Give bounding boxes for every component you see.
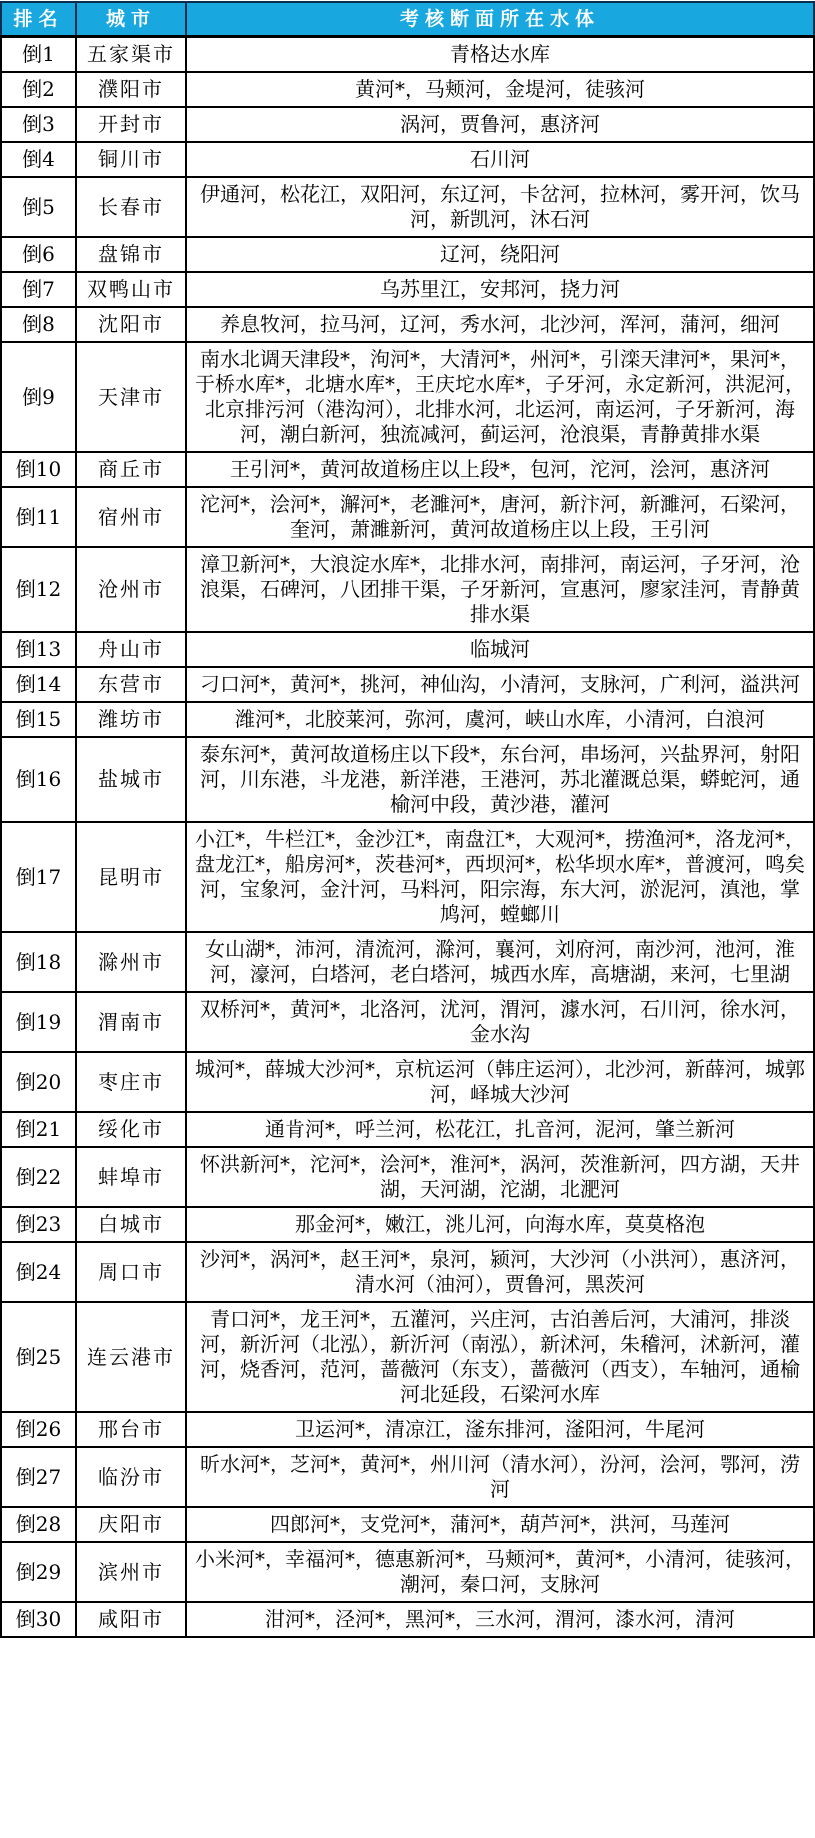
city-cell: 沧州市: [76, 547, 186, 632]
waters-cell: 沙河*，涡河*，赵王河*，泉河，颍河，大沙河（小洪河），惠济河，清水河（油河），贾鲁河，黑茨河: [186, 1242, 814, 1302]
waters-cell: 临城河: [186, 632, 814, 667]
waters-cell: 泰东河*，黄河故道杨庄以下段*，东台河，串场河，兴盐界河，射阳河，川东港，斗龙港，新洋港，王港河，苏北灌溉总渠，蟒蛇河，通榆河中段，黄沙港，灌河: [186, 737, 814, 822]
waters-cell: 昕水河*，芝河*，黄河*，州川河（清水河），汾河，浍河，鄂河，涝河: [186, 1447, 814, 1507]
rank-cell: 倒14: [1, 667, 76, 702]
waters-cell: 卫运河*，清凉江，滏东排河，滏阳河，牛尾河: [186, 1412, 814, 1447]
table-row: [1, 142, 814, 177]
table-row: [1, 37, 814, 73]
waters-cell: 伊通河，松花江，双阳河，东辽河，卡岔河，拉林河，雾开河，饮马河，新凯河，沐石河: [186, 177, 814, 237]
rank-cell: 倒29: [1, 1542, 76, 1602]
city-cell: 昆明市: [76, 822, 186, 932]
table-row: [1, 667, 814, 702]
rank-cell: 倒7: [1, 272, 76, 307]
rank-cell: 倒3: [1, 107, 76, 142]
waters-cell: 那金河*，嫩江，洮儿河，向海水库，莫莫格泡: [186, 1207, 814, 1242]
table-row: [1, 822, 814, 932]
waters-cell: 青口河*，龙王河*，五灌河，兴庄河，古泊善后河，大浦河，排淡河，新沂河（北泓），新沂河（南泓），新沭河，朱稽河，沭新河，灌河，烧香河，范河，蔷薇河（东支），蔷薇河（西支），车轴河，通榆河北延段，石梁河水库: [186, 1302, 814, 1412]
waters-cell: 涡河，贾鲁河，惠济河: [186, 107, 814, 142]
city-cell: 沈阳市: [76, 307, 186, 342]
table-row: [1, 107, 814, 142]
rank-cell: 倒8: [1, 307, 76, 342]
table-row: [1, 737, 814, 822]
table-body: [1, 37, 814, 1638]
waters-cell: 城河*，薛城大沙河*，京杭运河（韩庄运河），北沙河，新薛河，城郭河，峄城大沙河: [186, 1052, 814, 1112]
waters-cell: 小江*，牛栏江*，金沙江*，南盘江*，大观河*，捞渔河*，洛龙河*，盘龙江*，船房河*，茨巷河*，西坝河*，松华坝水库*，普渡河，鸣矣河，宝象河，金汁河，马料河，阳宗海，东大河，淤泥河，滇池，掌鸠河，螳螂川: [186, 822, 814, 932]
table-row: [1, 992, 814, 1052]
city-cell: 开封市: [76, 107, 186, 142]
city-cell: 商丘市: [76, 452, 186, 487]
rank-cell: 倒1: [1, 37, 76, 73]
waters-cell: 刁口河*，黄河*，挑河，神仙沟，小清河，支脉河，广利河，溢洪河: [186, 667, 814, 702]
table-row: [1, 72, 814, 107]
rank-cell: 倒27: [1, 1447, 76, 1507]
table-row: [1, 1052, 814, 1112]
rank-cell: 倒28: [1, 1507, 76, 1542]
table-row: [1, 487, 814, 547]
city-cell: 盘锦市: [76, 237, 186, 272]
waters-cell: 青格达水库: [186, 37, 814, 73]
waters-cell: 女山湖*，沛河，清流河，滁河，襄河，刘府河，南沙河，池河，淮河，濠河，白塔河，老白塔河，城西水库，高塘湖，来河，七里湖: [186, 932, 814, 992]
table-row: [1, 237, 814, 272]
waters-cell: 石川河: [186, 142, 814, 177]
table-row: [1, 1507, 814, 1542]
city-cell: 渭南市: [76, 992, 186, 1052]
table-row: [1, 272, 814, 307]
table-row: [1, 932, 814, 992]
table-row: [1, 702, 814, 737]
rank-cell: 倒4: [1, 142, 76, 177]
table-row: [1, 1302, 814, 1412]
col-header-rank: 排名: [1, 2, 76, 37]
rank-cell: 倒11: [1, 487, 76, 547]
rank-cell: 倒20: [1, 1052, 76, 1112]
table-row: [1, 1207, 814, 1242]
city-cell: 潍坊市: [76, 702, 186, 737]
city-cell: 蚌埠市: [76, 1147, 186, 1207]
rank-cell: 倒22: [1, 1147, 76, 1207]
waters-cell: 养息牧河，拉马河，辽河，秀水河，北沙河，浑河，蒲河，细河: [186, 307, 814, 342]
city-cell: 五家渠市: [76, 37, 186, 73]
city-cell: 宿州市: [76, 487, 186, 547]
city-cell: 双鸭山市: [76, 272, 186, 307]
city-cell: 周口市: [76, 1242, 186, 1302]
waters-cell: 南水北调天津段*，泃河*，大清河*，州河*，引滦天津河*，果河*，于桥水库*，北塘水库*，王庆坨水库*，子牙河，永定新河，洪泥河，北京排污河（港沟河），北排水河，北运河，南运河，子牙新河，海河，潮白新河，独流减河，蓟运河，沧浪渠，青静黄排水渠: [186, 342, 814, 452]
rank-cell: 倒25: [1, 1302, 76, 1412]
table-row: [1, 177, 814, 237]
waters-cell: 王引河*，黄河故道杨庄以上段*，包河，沱河，浍河，惠济河: [186, 452, 814, 487]
waters-cell: 沱河*，浍河*，澥河*，老濉河*，唐河，新汴河，新濉河，石梁河，奎河，萧濉新河，黄河故道杨庄以上段，王引河: [186, 487, 814, 547]
rank-cell: 倒24: [1, 1242, 76, 1302]
table-row: [1, 547, 814, 632]
table-row: [1, 307, 814, 342]
waters-cell: 辽河，绕阳河: [186, 237, 814, 272]
table-row: [1, 1112, 814, 1147]
waters-cell: 泔河*，泾河*，黑河*，三水河，渭河，漆水河，清河: [186, 1602, 814, 1637]
city-cell: 舟山市: [76, 632, 186, 667]
waters-cell: 漳卫新河*，大浪淀水库*，北排水河，南排河，南运河，子牙河，沧浪渠，石碑河，八团排干渠，子牙新河，宣惠河，廖家洼河，青静黄排水渠: [186, 547, 814, 632]
city-cell: 连云港市: [76, 1302, 186, 1412]
city-cell: 白城市: [76, 1207, 186, 1242]
city-cell: 盐城市: [76, 737, 186, 822]
rank-cell: 倒18: [1, 932, 76, 992]
table-row: [1, 452, 814, 487]
city-cell: 滨州市: [76, 1542, 186, 1602]
rank-cell: 倒17: [1, 822, 76, 932]
city-cell: 濮阳市: [76, 72, 186, 107]
table-row: [1, 1147, 814, 1207]
city-cell: 咸阳市: [76, 1602, 186, 1637]
city-cell: 东营市: [76, 667, 186, 702]
city-cell: 滁州市: [76, 932, 186, 992]
city-cell: 邢台市: [76, 1412, 186, 1447]
table-row: [1, 342, 814, 452]
header-row: [1, 2, 814, 37]
rank-cell: 倒10: [1, 452, 76, 487]
city-cell: 长春市: [76, 177, 186, 237]
waters-cell: 怀洪新河*，沱河*，浍河*，淮河*，涡河，茨淮新河，四方湖，天井湖，天河湖，沱湖，北淝河: [186, 1147, 814, 1207]
rank-cell: 倒12: [1, 547, 76, 632]
city-cell: 临汾市: [76, 1447, 186, 1507]
rank-cell: 倒23: [1, 1207, 76, 1242]
city-water-quality-ranking-table: [0, 1, 815, 1638]
table-row: [1, 1242, 814, 1302]
waters-cell: 小米河*，幸福河*，德惠新河*，马颊河*，黄河*，小清河，徒骇河，潮河，秦口河，支脉河: [186, 1542, 814, 1602]
table-row: [1, 1412, 814, 1447]
table-row: [1, 1602, 814, 1637]
rank-cell: 倒9: [1, 342, 76, 452]
rank-cell: 倒30: [1, 1602, 76, 1637]
rank-cell: 倒19: [1, 992, 76, 1052]
waters-cell: 黄河*，马颊河，金堤河，徒骇河: [186, 72, 814, 107]
city-cell: 铜川市: [76, 142, 186, 177]
rank-cell: 倒16: [1, 737, 76, 822]
rank-cell: 倒21: [1, 1112, 76, 1147]
rank-cell: 倒6: [1, 237, 76, 272]
rank-cell: 倒5: [1, 177, 76, 237]
col-header-waters: 考核断面所在水体: [186, 2, 814, 37]
col-header-city: 城市: [76, 2, 186, 37]
table-row: [1, 1447, 814, 1507]
city-cell: 庆阳市: [76, 1507, 186, 1542]
city-cell: 天津市: [76, 342, 186, 452]
rank-cell: 倒15: [1, 702, 76, 737]
waters-cell: 潍河*，北胶莱河，弥河，虞河，峡山水库，小清河，白浪河: [186, 702, 814, 737]
rank-cell: 倒26: [1, 1412, 76, 1447]
table-row: [1, 1542, 814, 1602]
waters-cell: 通肯河*，呼兰河，松花江，扎音河，泥河，肇兰新河: [186, 1112, 814, 1147]
city-cell: 枣庄市: [76, 1052, 186, 1112]
table-row: [1, 632, 814, 667]
waters-cell: 乌苏里江，安邦河，挠力河: [186, 272, 814, 307]
rank-cell: 倒2: [1, 72, 76, 107]
city-cell: 绥化市: [76, 1112, 186, 1147]
waters-cell: 四郎河*，支党河*，蒲河*，葫芦河*，洪河，马莲河: [186, 1507, 814, 1542]
waters-cell: 双桥河*，黄河*，北洛河，沋河，渭河，澽水河，石川河，徐水河，金水沟: [186, 992, 814, 1052]
rank-cell: 倒13: [1, 632, 76, 667]
